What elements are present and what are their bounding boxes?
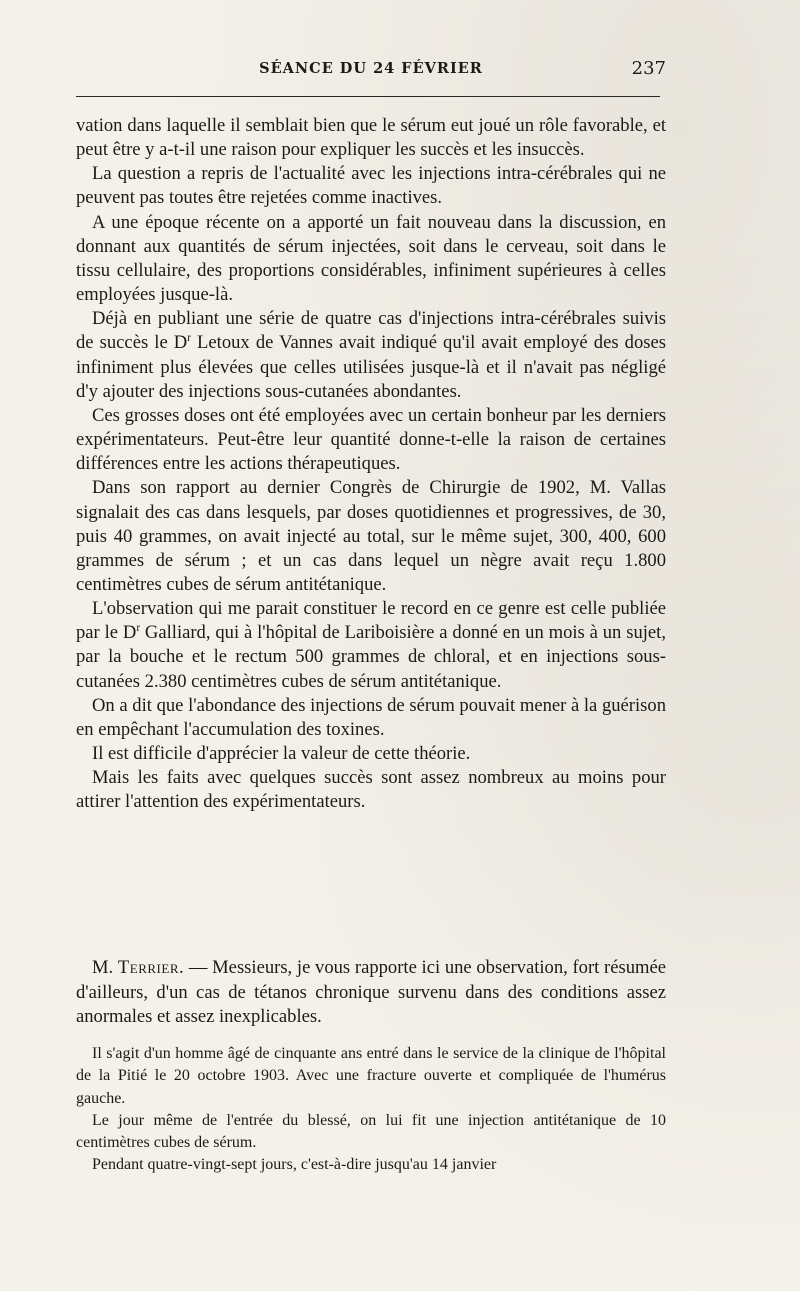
paragraph: La question a repris de l'actualité avec les injections intra-cérébrales qui ne peuvent pas toutes être rejetées comme inactives. — [76, 163, 666, 209]
header-rule — [76, 96, 660, 97]
text-run: — Messieurs, je vous rapporte ici une observation, fort résumée d'ailleurs, d'un cas de tétanos chronique survenu dans des conditions assez anormales et assez inexplicables. — [76, 957, 666, 1028]
paragraph: Le jour même de l'entrée du blessé, on lui fit une injection antitétanique de 10 centimètres cubes de sérum. — [76, 1111, 666, 1152]
paragraph — [76, 956, 666, 1030]
paragraph — [76, 597, 666, 694]
text-run: L'observation qui me parait constituer le record en ce genre est celle publiée par le D — [76, 598, 666, 644]
paragraph: Il est difficile d'apprécier la valeur de cette théorie. — [92, 743, 471, 765]
paragraph: Ces grosses doses ont été employées avec un certain bonheur par les derniers expérimentateurs. Peut-être leur quantité donne-t-elle la raison de certaines différences entre les actions thérapeutiques. — [76, 404, 666, 475]
speaker-prefix: M. — [92, 957, 118, 978]
paragraph: Il s'agit d'un homme âgé de cinquante ans entré dans le service de la clinique de l'hôpital de la Pitié le 20 octobre 1903. Avec une fracture ouverte et compliquée de l'humérus gauche. — [76, 1045, 666, 1107]
paragraph: Pendant quatre-vingt-sept jours, c'est-à-dire jusqu'au 14 janvier — [92, 1156, 497, 1174]
paragraph: vation dans laquelle il semblait bien que le sérum eut joué un rôle favorable, et peut être y a-t-il une raison pour expliquer les succès et les insuccès. — [76, 115, 666, 161]
main-text — [76, 114, 666, 815]
page-number: 237 — [631, 58, 666, 79]
speaker-intervention — [76, 956, 666, 1030]
speaker-name: Terrier. — [117, 957, 185, 978]
paragraph: A une époque récente on a apporté un fait nouveau dans la discussion, en donnant aux quantités de sérum injectées, soit dans le cerveau, soit dans le tissu cellulaire, des proportions considérables, infiniment supérieures à celles employées jusque-là. — [76, 211, 666, 306]
running-title: SÉANCE DU 24 FÉVRIER — [259, 60, 483, 77]
paragraph: Mais les faits avec quelques succès sont assez nombreux au moins pour attirer l'attention des expérimentateurs. — [76, 767, 666, 813]
running-head — [76, 58, 666, 84]
superscript: r — [187, 332, 191, 345]
paragraph: Dans son rapport au dernier Congrès de Chirurgie de 1902, M. Vallas signalait des cas dans lesquels, par doses quotidiennes et progressives, de 30, puis 40 grammes, on avait injecté au total, sur le même sujet, 300, 400, 600 grammes de sérum ; et un cas dans lequel un nègre avait reçu 1.800 centimètres cubes de sérum antitétanique. — [76, 477, 666, 595]
text-run: Galliard, qui à l'hôpital de Lariboisière a donné en un mois à un sujet, par la bouche et le rectum 500 grammes de chloral, et en injections sous-cutanées 2.380 centimètres cubes de sérum antitétanique. — [76, 622, 666, 692]
case-report — [76, 1043, 666, 1177]
paragraph — [76, 307, 666, 404]
text-run: Déjà en publiant une série de quatre cas d'injections intra-cérébrales suivis de succès le D — [76, 308, 666, 354]
text-run: Letoux de Vannes avait indiqué qu'il avait employé des doses infiniment plus élevées que celles utilisées jusque-là et il n'avait pas négligé d'y ajouter des injections sous-cutanées abondantes. — [76, 332, 666, 402]
superscript: r — [136, 622, 141, 635]
paragraph: On a dit que l'abondance des injections de sérum pouvait mener à la guérison en empêchant l'accumulation des toxines. — [76, 694, 666, 740]
